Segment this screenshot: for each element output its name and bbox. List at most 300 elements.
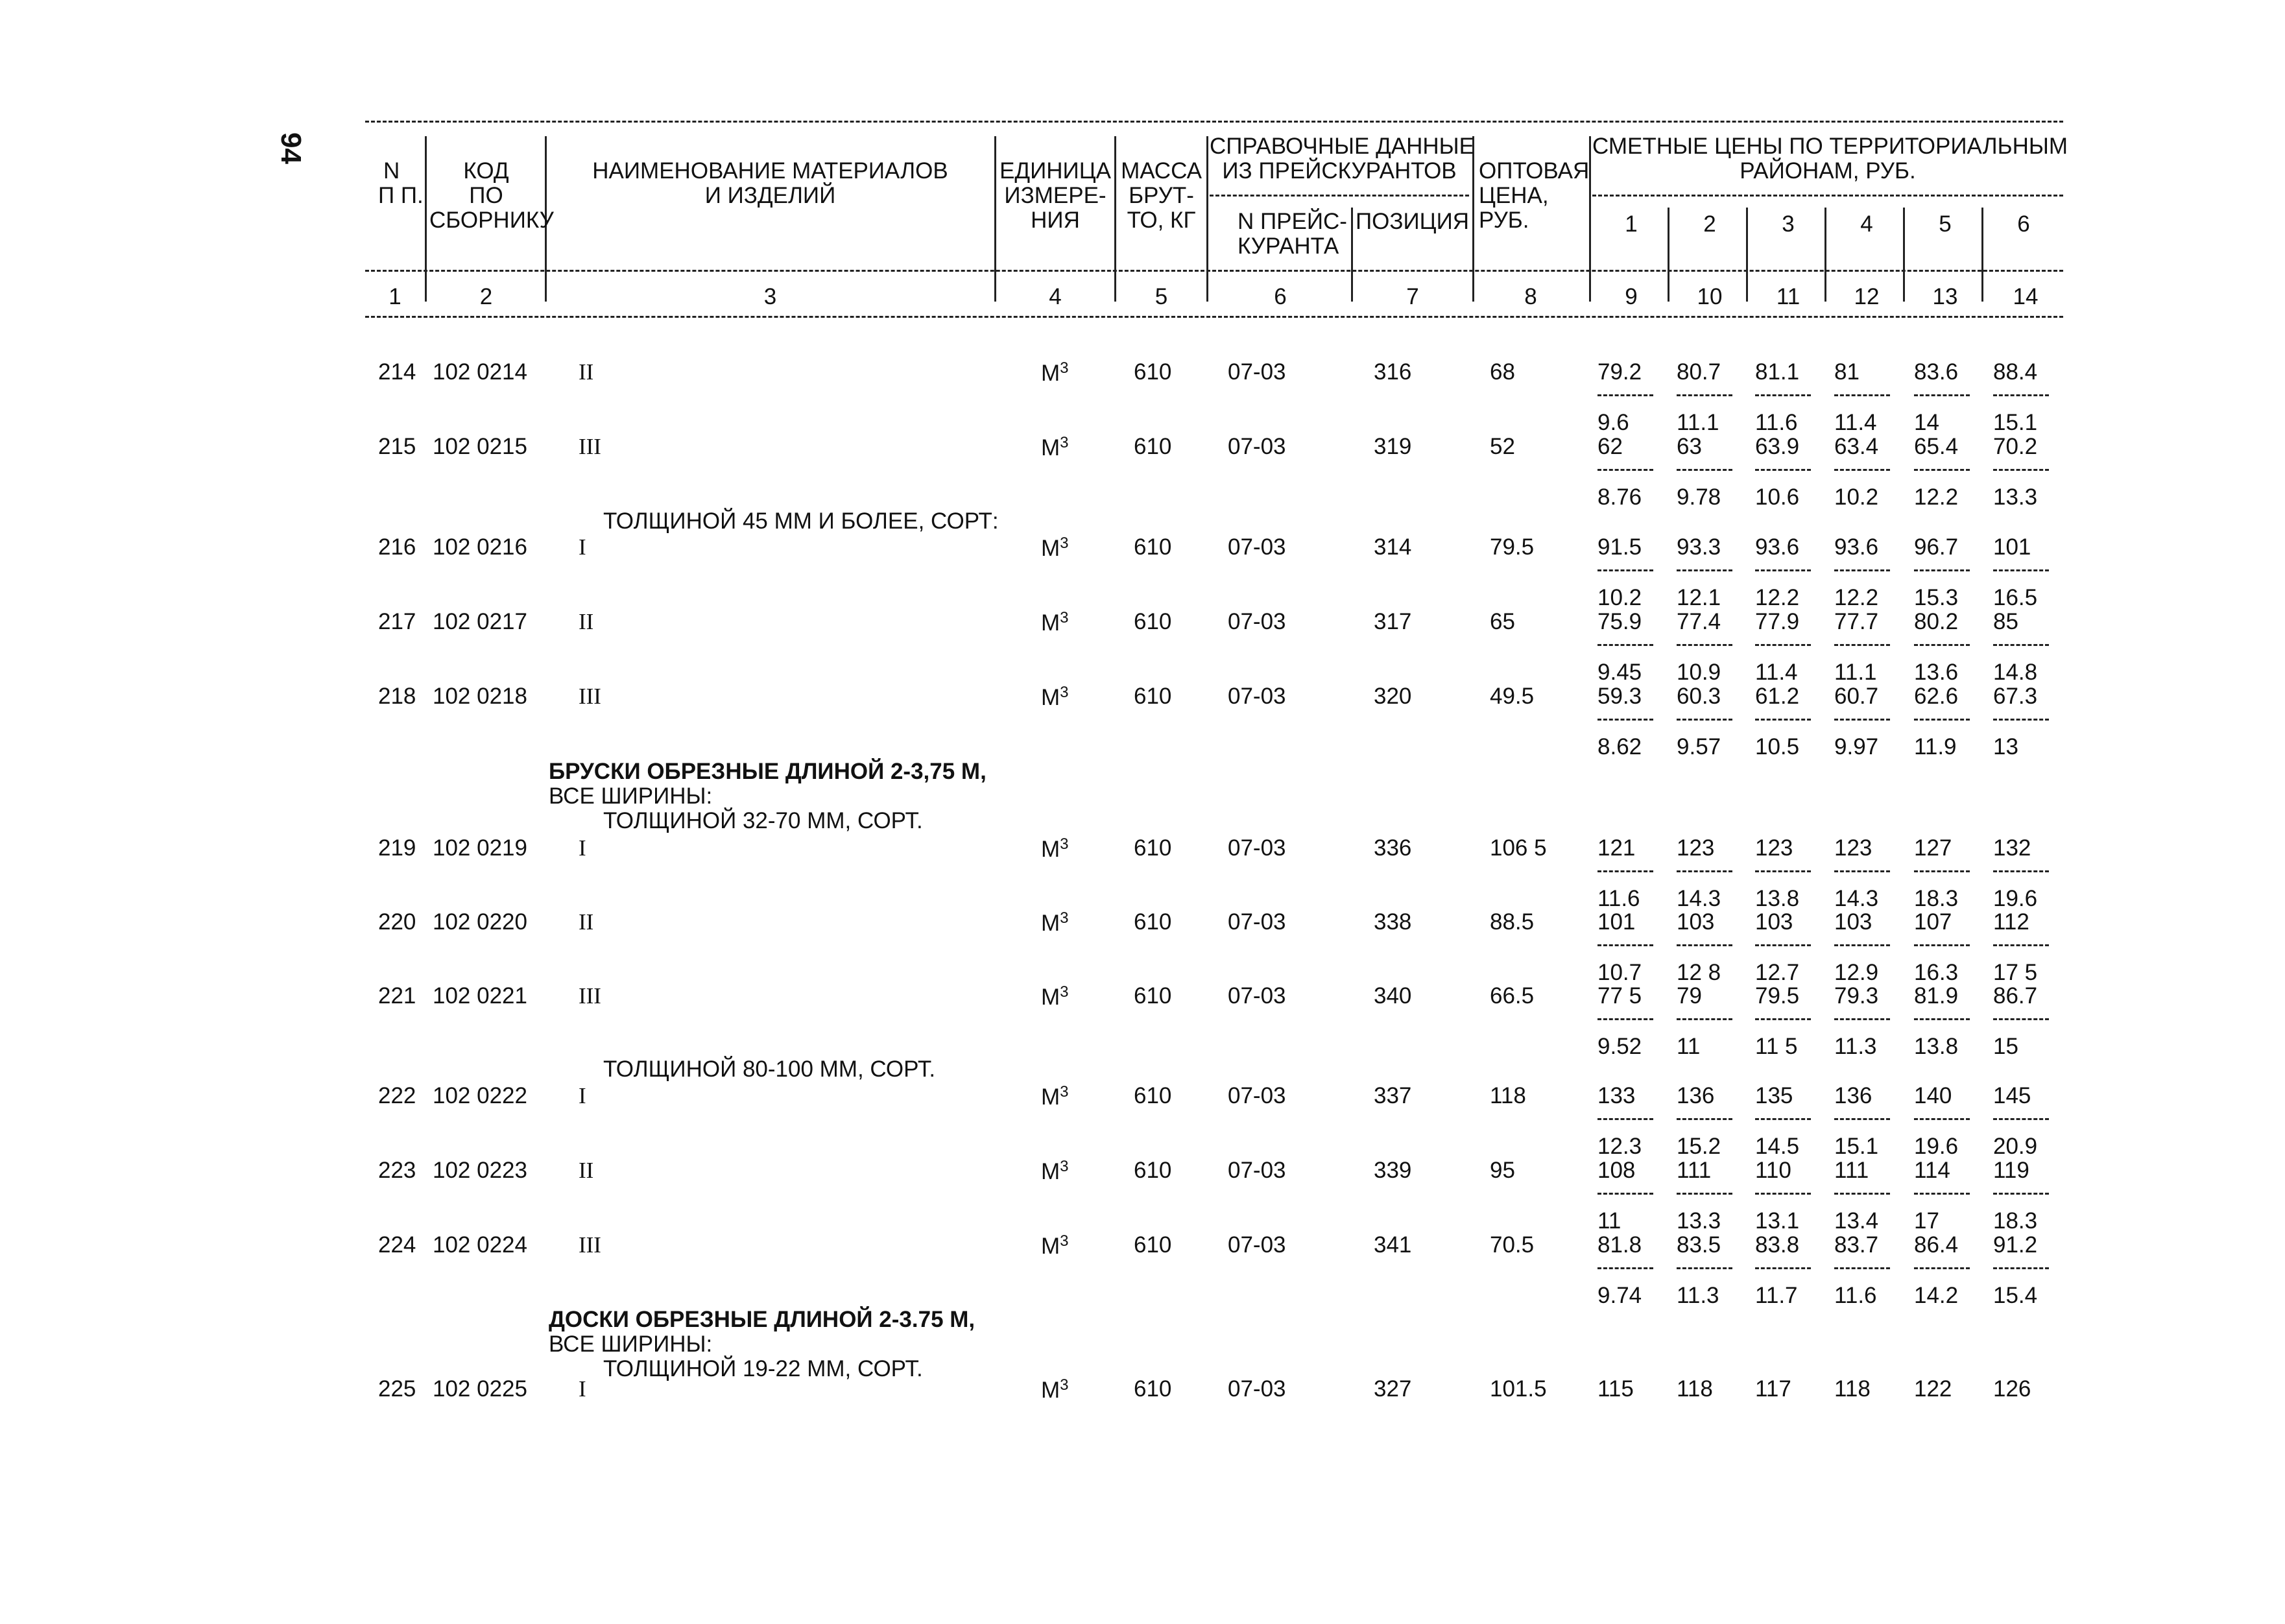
fraction-line [1993, 944, 2049, 946]
region-number: 4 [1860, 211, 1873, 237]
fraction-line [1597, 1193, 1653, 1195]
row-position: 316 [1374, 359, 1412, 385]
unit-exponent: 3 [1060, 909, 1069, 927]
row-wholesale: 118 [1490, 1083, 1526, 1108]
region-price: 91.2 [1993, 1232, 2038, 1258]
row-wholesale: 95 [1490, 1158, 1515, 1183]
row-number: 220 [378, 909, 416, 935]
region-price: 93.3 [1677, 534, 1721, 560]
row-mass: 610 [1134, 359, 1172, 385]
region-price: 126 [1993, 1376, 2031, 1402]
fraction-line [1597, 394, 1653, 396]
region-price: 79 [1677, 983, 1702, 1009]
header-divider [1351, 208, 1353, 302]
region-number: 6 [2017, 211, 2030, 237]
fraction-line [1677, 1193, 1732, 1195]
row-unit [1041, 435, 1069, 459]
region-price: 91.5 [1597, 534, 1642, 560]
unit-exponent: 3 [1060, 609, 1069, 627]
column-number: 9 [1625, 284, 1638, 309]
row-mass: 610 [1134, 1083, 1172, 1108]
region-price: 145 [1993, 1083, 2031, 1108]
fraction-line [1755, 469, 1811, 471]
row-pricelist: 07-03 [1228, 1083, 1286, 1108]
region-transport-price: 15 [1993, 1034, 2018, 1059]
fraction-line [1677, 870, 1732, 872]
header-mid-rule [365, 270, 2063, 272]
region-transport-price: 14.3 [1677, 886, 1721, 911]
fraction-line [1993, 1018, 2049, 1020]
region-price: 79.2 [1597, 359, 1642, 385]
column-number: 4 [1049, 284, 1062, 309]
fraction-line [1834, 944, 1890, 946]
row-code: 102 0218 [433, 684, 527, 709]
row-pricelist: 07-03 [1228, 609, 1286, 634]
header-divider [1903, 208, 1905, 302]
region-price: 80.2 [1914, 609, 1959, 634]
row-unit [1041, 1159, 1069, 1183]
row-position: 317 [1374, 609, 1412, 634]
row-code: 102 0216 [433, 534, 527, 560]
region-price: 111 [1834, 1158, 1869, 1183]
region-transport-price: 11.7 [1755, 1283, 1798, 1308]
region-price: 77.7 [1834, 609, 1879, 634]
region-price: 107 [1914, 909, 1952, 935]
region-price: 61.2 [1755, 684, 1800, 709]
unit-exponent: 3 [1060, 1083, 1069, 1101]
region-transport-price: 12.3 [1597, 1134, 1642, 1159]
row-code: 102 0214 [433, 359, 527, 385]
fraction-line [1677, 719, 1732, 721]
row-number: 218 [378, 684, 416, 709]
region-transport-price: 11 5 [1755, 1034, 1798, 1059]
header-divider [1981, 208, 1983, 302]
region-price: 140 [1914, 1083, 1952, 1108]
unit-exponent: 3 [1060, 1376, 1069, 1394]
ref-data-header: СПРАВОЧНЫЕ ДАННЫЕ ИЗ ПРЕЙСКУРАНТОВ [1210, 134, 1475, 184]
region-transport-price: 9.78 [1677, 484, 1721, 510]
region-price: 133 [1597, 1083, 1636, 1108]
unit-symbol: М [1041, 985, 1060, 1010]
fraction-line [1755, 569, 1811, 571]
region-price: 70.2 [1993, 434, 2038, 459]
row-mass: 610 [1134, 534, 1172, 560]
fraction-line [1597, 944, 1653, 946]
region-transport-price: 17 [1914, 1208, 1939, 1234]
regions-subheader-rule [1592, 195, 2063, 197]
section-title: БРУСКИ ОБРЕЗНЫЕ ДЛИНОЙ 2-3,75 М, ВСЕ ШИРИНЫ: ТОЛЩИНОЙ 32-70 ММ, СОРТ. [549, 759, 987, 833]
region-price: 93.6 [1834, 534, 1879, 560]
region-transport-price: 13.3 [1993, 484, 2038, 510]
unit-exponent: 3 [1060, 1232, 1069, 1250]
region-price: 59.3 [1597, 684, 1642, 709]
region-transport-price: 14.2 [1914, 1283, 1959, 1308]
fraction-line [1834, 469, 1890, 471]
region-transport-price: 9.57 [1677, 734, 1721, 759]
region-transport-price: 8.76 [1597, 484, 1642, 510]
fraction-line [1677, 1118, 1732, 1120]
row-position: 337 [1374, 1083, 1412, 1108]
fraction-line [1597, 469, 1653, 471]
fraction-line [1597, 1267, 1653, 1269]
row-unit [1041, 610, 1069, 634]
unit-symbol: М [1041, 911, 1060, 936]
row-wholesale: 70.5 [1490, 1232, 1535, 1258]
fraction-line [1755, 944, 1811, 946]
unit-exponent: 3 [1060, 534, 1069, 552]
row-pricelist: 07-03 [1228, 983, 1286, 1009]
region-transport-price: 9.97 [1834, 734, 1879, 759]
region-transport-price: 12.2 [1914, 484, 1959, 510]
col-unit-header: ЕДИНИЦА ИЗМЕРЕ- НИЯ [999, 158, 1111, 233]
region-transport-price: 11.6 [1834, 1283, 1877, 1308]
column-number: 12 [1854, 284, 1880, 309]
row-mass: 610 [1134, 684, 1172, 709]
row-position: 338 [1374, 909, 1412, 935]
row-code: 102 0221 [433, 983, 527, 1009]
row-unit [1041, 1378, 1069, 1402]
row-pricelist: 07-03 [1228, 534, 1286, 560]
region-transport-price: 15.1 [1993, 410, 2038, 435]
row-unit [1041, 911, 1069, 935]
column-number: 6 [1274, 284, 1287, 309]
fraction-line [1755, 1118, 1811, 1120]
row-position: 336 [1374, 835, 1412, 861]
col-mass-header: МАССА БРУТ- ТО, КГ [1121, 158, 1202, 233]
row-unit [1041, 536, 1069, 560]
row-wholesale: 101.5 [1490, 1376, 1547, 1402]
region-transport-price: 16.3 [1914, 960, 1959, 985]
region-price: 63 [1677, 434, 1702, 459]
region-price: 81 [1834, 359, 1860, 385]
unit-symbol: М [1041, 361, 1060, 386]
row-wholesale: 49.5 [1490, 684, 1535, 709]
header-divider [1114, 136, 1116, 302]
region-price: 83.5 [1677, 1232, 1721, 1258]
row-number: 222 [378, 1083, 416, 1108]
fraction-line [1993, 394, 2049, 396]
region-transport-price: 11.6 [1755, 410, 1798, 435]
region-price: 103 [1834, 909, 1872, 935]
row-pricelist: 07-03 [1228, 835, 1286, 861]
row-wholesale: 66.5 [1490, 983, 1535, 1009]
unit-symbol: М [1041, 536, 1060, 561]
row-code: 102 0215 [433, 434, 527, 459]
fraction-line [1914, 1193, 1970, 1195]
row-position: 339 [1374, 1158, 1412, 1183]
row-position: 341 [1374, 1232, 1412, 1258]
region-transport-price: 13.4 [1834, 1208, 1879, 1234]
fraction-line [1597, 1018, 1653, 1020]
row-position: 319 [1374, 434, 1412, 459]
fraction-line [1597, 569, 1653, 571]
page-number: 94 [275, 132, 307, 164]
region-price: 119 [1993, 1158, 2029, 1183]
region-transport-price: 11 [1677, 1034, 1701, 1059]
region-transport-price: 18.3 [1993, 1208, 2038, 1234]
region-price: 132 [1993, 835, 2031, 861]
col-code-header: КОД ПО СБОРНИКУ [429, 158, 554, 233]
fraction-line [1677, 569, 1732, 571]
region-price: 96.7 [1914, 534, 1959, 560]
row-pricelist: 07-03 [1228, 359, 1286, 385]
region-number: 1 [1625, 211, 1638, 237]
region-transport-price: 10.6 [1755, 484, 1800, 510]
fraction-line [1755, 644, 1811, 646]
fraction-line [1914, 469, 1970, 471]
fraction-line [1993, 1193, 2049, 1195]
region-transport-price: 15.2 [1677, 1134, 1721, 1159]
row-mass: 610 [1134, 1232, 1172, 1258]
ref-subheader-rule [1210, 195, 1469, 197]
header-divider [1206, 136, 1208, 302]
region-transport-price: 12.1 [1677, 585, 1721, 610]
fraction-line [1677, 644, 1732, 646]
region-transport-price: 12.2 [1834, 585, 1879, 610]
region-price: 110 [1755, 1158, 1791, 1183]
region-price: 121 [1597, 835, 1636, 861]
fraction-line [1914, 569, 1970, 571]
unit-symbol: М [1041, 1159, 1060, 1184]
row-pricelist: 07-03 [1228, 1158, 1286, 1183]
region-transport-price: 13.8 [1755, 886, 1800, 911]
ref-position-header: ПОЗИЦИЯ [1356, 209, 1469, 234]
column-number: 14 [2013, 284, 2039, 309]
fraction-line [1914, 719, 1970, 721]
fraction-line [1677, 394, 1732, 396]
region-price: 79.3 [1834, 983, 1879, 1009]
region-transport-price: 10.2 [1597, 585, 1642, 610]
fraction-line [1597, 719, 1653, 721]
unit-symbol: М [1041, 610, 1060, 636]
region-price: 63.4 [1834, 434, 1879, 459]
row-grade: II [579, 609, 594, 634]
row-position: 320 [1374, 684, 1412, 709]
column-number: 3 [763, 284, 777, 309]
row-unit [1041, 361, 1069, 385]
region-price: 88.4 [1993, 359, 2038, 385]
region-price: 85 [1993, 609, 2018, 634]
region-price: 136 [1834, 1083, 1872, 1108]
fraction-line [1914, 1118, 1970, 1120]
row-pricelist: 07-03 [1228, 434, 1286, 459]
region-price: 63.9 [1755, 434, 1800, 459]
row-unit [1041, 1084, 1069, 1108]
region-price: 83.7 [1834, 1232, 1879, 1258]
region-number: 3 [1782, 211, 1795, 237]
region-price: 62.6 [1914, 684, 1959, 709]
row-grade: I [579, 1376, 586, 1402]
fraction-line [1914, 394, 1970, 396]
row-number: 224 [378, 1232, 416, 1258]
region-price: 93.6 [1755, 534, 1800, 560]
row-grade: II [579, 1158, 594, 1183]
column-number: 7 [1406, 284, 1419, 309]
row-wholesale: 88.5 [1490, 909, 1535, 935]
row-mass: 610 [1134, 983, 1172, 1009]
region-price: 62 [1597, 434, 1623, 459]
region-price: 123 [1834, 835, 1872, 861]
row-code: 102 0217 [433, 609, 527, 634]
header-divider [1824, 208, 1826, 302]
row-grade: III [579, 684, 601, 709]
region-transport-price: 14.5 [1755, 1134, 1800, 1159]
fraction-line [1914, 1018, 1970, 1020]
column-number: 8 [1524, 284, 1537, 309]
row-wholesale: 106 5 [1490, 835, 1547, 861]
region-transport-price: 19.6 [1914, 1134, 1959, 1159]
unit-symbol: М [1041, 435, 1060, 460]
region-transport-price: 11.1 [1677, 410, 1719, 435]
row-number: 216 [378, 534, 416, 560]
fraction-line [1677, 944, 1732, 946]
region-price: 111 [1677, 1158, 1712, 1183]
row-grade: III [579, 434, 601, 459]
region-price: 112 [1993, 909, 2029, 935]
region-price: 135 [1755, 1083, 1793, 1108]
region-price: 81.8 [1597, 1232, 1642, 1258]
unit-exponent: 3 [1060, 359, 1069, 377]
region-transport-price: 14 [1914, 410, 1939, 435]
header-divider [994, 136, 996, 302]
region-price: 77 5 [1597, 983, 1642, 1009]
row-mass: 610 [1134, 1158, 1172, 1183]
fraction-line [1834, 870, 1890, 872]
row-number: 223 [378, 1158, 416, 1183]
fraction-line [1993, 1118, 2049, 1120]
col-name-header: НАИМЕНОВАНИЕ МАТЕРИАЛОВ И ИЗДЕЛИЙ [592, 158, 948, 208]
fraction-line [1914, 944, 1970, 946]
region-transport-price: 11.9 [1914, 734, 1957, 759]
header-divider [425, 136, 427, 302]
region-price: 114 [1914, 1158, 1950, 1183]
fraction-line [1755, 1018, 1811, 1020]
region-price: 79.5 [1755, 983, 1800, 1009]
unit-exponent: 3 [1060, 1158, 1069, 1175]
region-number: 5 [1939, 211, 1952, 237]
fraction-line [1993, 644, 2049, 646]
column-number: 2 [479, 284, 493, 309]
row-unit [1041, 1234, 1069, 1258]
row-code: 102 0219 [433, 835, 527, 861]
col-n-header: N П П. [378, 158, 424, 208]
fraction-line [1993, 1267, 2049, 1269]
region-transport-price: 17 5 [1993, 960, 2038, 985]
row-mass: 610 [1134, 434, 1172, 459]
region-price: 123 [1755, 835, 1793, 861]
fraction-line [1677, 1018, 1732, 1020]
header-divider [1668, 208, 1669, 302]
row-unit [1041, 685, 1069, 709]
row-code: 102 0220 [433, 909, 527, 935]
region-price: 117 [1755, 1376, 1791, 1402]
fraction-line [1993, 719, 2049, 721]
region-price: 123 [1677, 835, 1715, 861]
region-transport-price: 11.6 [1597, 886, 1640, 911]
row-grade: III [579, 983, 601, 1009]
column-number: 10 [1697, 284, 1723, 309]
region-price: 80.7 [1677, 359, 1721, 385]
fraction-line [1914, 644, 1970, 646]
fraction-line [1914, 1267, 1970, 1269]
fraction-line [1597, 1118, 1653, 1120]
row-pricelist: 07-03 [1228, 1232, 1286, 1258]
region-price: 118 [1834, 1376, 1871, 1402]
row-position: 340 [1374, 983, 1412, 1009]
region-price: 115 [1597, 1376, 1634, 1402]
column-number: 11 [1776, 284, 1800, 309]
unit-exponent: 3 [1060, 434, 1069, 451]
row-number: 217 [378, 609, 416, 634]
section-title: ТОЛЩИНОЙ 80-100 ММ, СОРТ. [603, 1057, 936, 1082]
region-price: 118 [1677, 1376, 1713, 1402]
region-price: 77.9 [1755, 609, 1800, 634]
row-wholesale: 68 [1490, 359, 1515, 385]
fraction-line [1755, 719, 1811, 721]
region-price: 60.3 [1677, 684, 1721, 709]
regions-header: СМЕТНЫЕ ЦЕНЫ ПО ТЕРРИТОРИАЛЬНЫМ РАЙОНАМ, РУБ. [1592, 134, 2068, 184]
fraction-line [1914, 870, 1970, 872]
region-transport-price: 13.1 [1755, 1208, 1800, 1234]
region-transport-price: 9.52 [1597, 1034, 1642, 1059]
row-number: 219 [378, 835, 416, 861]
region-transport-price: 12 8 [1677, 960, 1721, 985]
region-transport-price: 11.4 [1755, 660, 1798, 685]
region-price: 86.7 [1993, 983, 2038, 1009]
region-transport-price: 9.6 [1597, 410, 1629, 435]
region-price: 81.1 [1755, 359, 1800, 385]
fraction-line [1834, 644, 1890, 646]
row-grade: III [579, 1232, 601, 1258]
section-title: ТОЛЩИНОЙ 45 ММ И БОЛЕЕ, СОРТ: [603, 508, 999, 534]
fraction-line [1834, 569, 1890, 571]
row-grade: I [579, 1083, 586, 1108]
row-position: 314 [1374, 534, 1412, 560]
region-price: 103 [1755, 909, 1793, 935]
region-transport-price: 11.3 [1677, 1283, 1719, 1308]
fraction-line [1755, 1193, 1811, 1195]
region-transport-price: 13.8 [1914, 1034, 1959, 1059]
region-transport-price: 12.7 [1755, 960, 1800, 985]
region-transport-price: 10.5 [1755, 734, 1800, 759]
fraction-line [1834, 719, 1890, 721]
region-price: 67.3 [1993, 684, 2038, 709]
region-transport-price: 13.3 [1677, 1208, 1721, 1234]
region-transport-price: 11.4 [1834, 410, 1877, 435]
region-price: 77.4 [1677, 609, 1721, 634]
region-price: 122 [1914, 1376, 1952, 1402]
row-number: 221 [378, 983, 416, 1009]
region-transport-price: 8.62 [1597, 734, 1642, 759]
section-title: ДОСКИ ОБРЕЗНЫЕ ДЛИНОЙ 2-3.75 М, ВСЕ ШИРИНЫ: ТОЛЩИНОЙ 19-22 ММ, СОРТ. [549, 1307, 975, 1381]
region-transport-price: 19.6 [1993, 886, 2038, 911]
unit-exponent: 3 [1060, 983, 1069, 1001]
region-transport-price: 11 [1597, 1208, 1621, 1234]
region-transport-price: 15.1 [1834, 1134, 1879, 1159]
row-wholesale: 79.5 [1490, 534, 1535, 560]
wholesale-header: ОПТОВАЯ ЦЕНА, РУБ. [1479, 158, 1590, 233]
region-transport-price: 12.2 [1755, 585, 1800, 610]
header-bottom-rule [365, 316, 2063, 318]
row-code: 102 0222 [433, 1083, 527, 1108]
row-wholesale: 65 [1490, 609, 1515, 634]
row-number: 225 [378, 1376, 416, 1402]
row-mass: 610 [1134, 909, 1172, 935]
fraction-line [1755, 1267, 1811, 1269]
region-price: 101 [1993, 534, 2031, 560]
fraction-line [1755, 394, 1811, 396]
region-transport-price: 13.6 [1914, 660, 1959, 685]
